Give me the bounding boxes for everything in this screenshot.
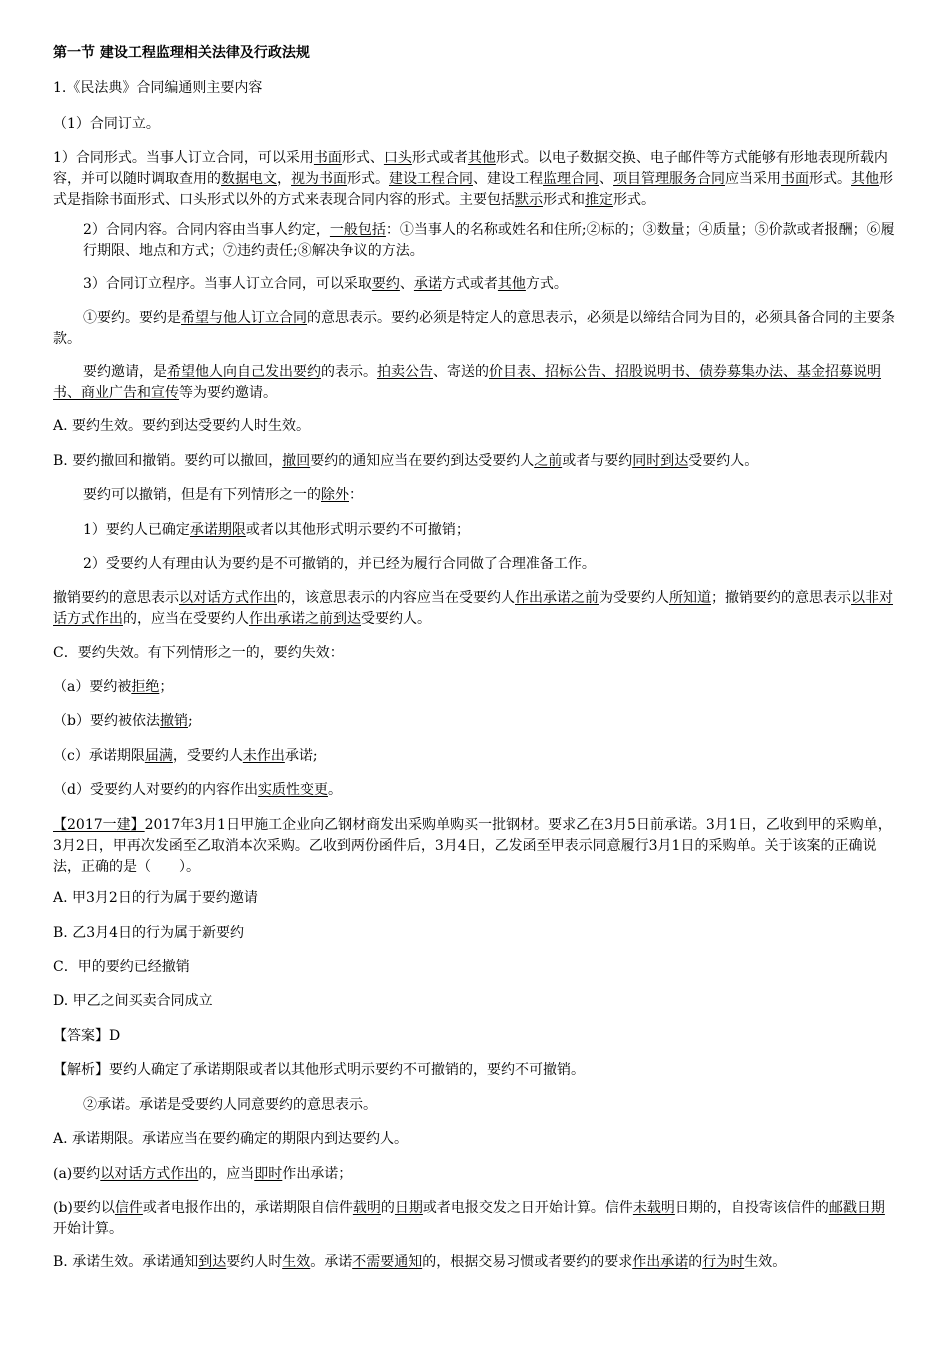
para-contract-form: 1）合同形式。当事人订立合同，可以采用书面形式、口头形式或者其他形式。以电子数据交换、电子邮件等方式能够有形地表现所载内容，并可以随时调取查用的数据电文，视为书面形式。建设工程合同、建设工程监理合同、项目管理服务合同应当采用书面形式。其他形式是指除书面形式、口头形式以外的方式来表现合同内容的形式。主要包括默示形式和推定形式。 (53, 150, 893, 208)
para-revocation-exception: 要约可以撤销，但是有下列情形之一的除外： (83, 487, 363, 503)
para-offer-effective: A. 要约生效。要约到达受要约人时生效。 (53, 418, 311, 434)
para-offer: ①要约。要约是希望与他人订立合同的意思表示。要约必须是特定人的意思表示，必须是以缔结合同为目的，必须具备合同的主要条款。 (53, 310, 895, 347)
option-c: C．甲的要约已经撤销 (53, 959, 190, 975)
para-contract-content: 2）合同内容。合同内容由当事人约定，一般包括：①当事人的名称或姓名和住所;②标的；③数量；④质量；⑤价款或者报酬；⑥履行期限、地点和方式；⑦违约责任;⑧解决争议的方法。 (83, 222, 895, 259)
para-acceptance-effective: B. 承诺生效。承诺通知到达要约人时生效。承诺不需要通知的，根据交易习惯或者要约的要求作出承诺的行为时生效。 (53, 1254, 787, 1270)
para-formation-procedure: 3）合同订立程序。当事人订立合同，可以采取要约、承诺方式或者其他方式。 (83, 276, 568, 292)
para-offer-withdrawal: B. 要约撤回和撤销。要约可以撤回，撤回要约的通知应当在要约到达受要约人之前或者与要约同时到达受要约人。 (53, 453, 759, 469)
section-title: 第一节 建设工程监理相关法律及行政法规 (53, 45, 310, 61)
list-item-acceptance-b: (b)要约以信件或者电报作出的，承诺期限自信件载明的日期或者电报交发之日开始计算。信件未载明日期的，自投寄该信件的邮戳日期开始计算。 (53, 1200, 885, 1237)
list-item-lapse-c: （c）承诺期限届满，受要约人未作出承诺; (53, 748, 318, 764)
sub-heading-contract-formation: （1）合同订立。 (53, 116, 160, 132)
exam-question: 【2017一建】2017年3月1日甲施工企业向乙钢材商发出采购单购买一批钢材。要求乙在3月5日前承诺。3月1日，乙收到甲的采购单，3月2日，甲再次发函至乙取消本次采购。乙收到两份函件后，3月4日，乙发函至甲表示同意履行3月1日的采购单。关于该案的正确说法，正确的是（ ）。 (53, 817, 892, 875)
analysis: 【解析】要约人确定了承诺期限或者以其他形式明示要约不可撤销的，要约不可撤销。 (53, 1062, 585, 1078)
para-invitation-to-offer: 要约邀请，是希望他人向自己发出要约的表示。拍卖公告、寄送的价目表、招标公告、招股说明书、债券募集办法、基金招募说明书、商业广告和宣传等为要约邀请。 (53, 364, 881, 401)
list-item-acceptance-a: (a)要约以对话方式作出的，应当即时作出承诺； (53, 1166, 353, 1182)
para-offer-lapse: C．要约失效。有下列情形之一的，要约失效： (53, 645, 344, 661)
list-item-lapse-b: （b）要约被依法撤销; (53, 713, 193, 729)
option-a: A. 甲3月2日的行为属于要约邀请 (53, 890, 258, 906)
list-item-lapse-a: （a）要约被拒绝； (53, 679, 174, 695)
para-acceptance-period: A. 承诺期限。承诺应当在要约确定的期限内到达要约人。 (53, 1131, 409, 1147)
para-acceptance: ②承诺。承诺是受要约人同意要约的意思表示。 (83, 1097, 377, 1113)
heading-civil-code: 1.《民法典》合同编通则主要内容 (53, 80, 263, 96)
para-exception-2: 2）受要约人有理由认为要约是不可撤销的，并已经为履行合同做了合理准备工作。 (83, 556, 596, 572)
para-revocation-notice: 撤销要约的意思表示以对话方式作出的，该意思表示的内容应当在受要约人作出承诺之前为受要约人所知道；撤销要约的意思表示以非对话方式作出的，应当在受要约人作出承诺之前到达受要约人。 (53, 590, 893, 627)
option-d: D. 甲乙之间买卖合同成立 (53, 993, 213, 1009)
option-b: B. 乙3月4日的行为属于新要约 (53, 925, 245, 941)
para-exception-1: 1）要约人已确定承诺期限或者以其他形式明示要约不可撤销； (83, 522, 470, 538)
list-item-lapse-d: （d）受要约人对要约的内容作出实质性变更。 (53, 782, 342, 798)
answer: 【答案】D (53, 1028, 121, 1044)
